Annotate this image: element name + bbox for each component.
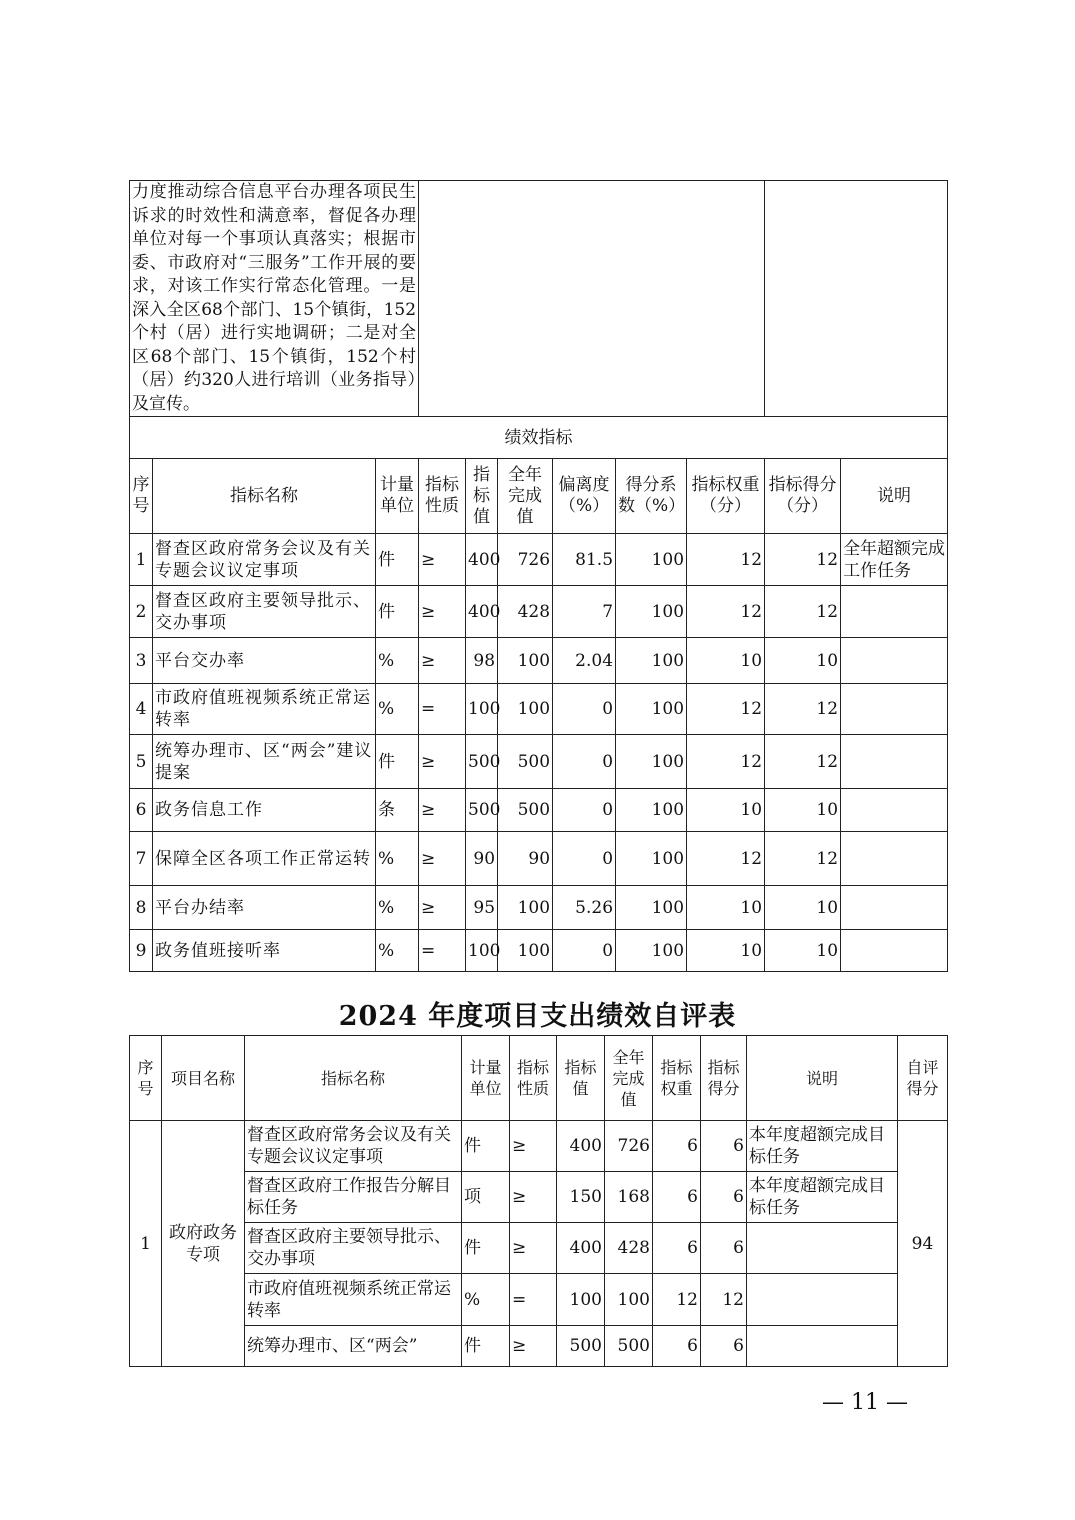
actual-value: 500 [498,789,553,832]
table-row [130,1121,948,1172]
score: 10 [765,638,841,684]
actual-value: 100 [498,684,553,735]
project-name: 政府政务专项 [162,1121,245,1367]
target-value: 100 [466,930,498,972]
nature: ≥ [510,1223,557,1274]
nature: ≥ [419,534,466,586]
continued-middle-cell [419,181,765,417]
self-score: 94 [898,1121,948,1367]
table-header-row [130,1036,948,1121]
table-row [130,1172,948,1223]
weight: 12 [687,735,765,789]
table-row [130,789,948,832]
target-value: 500 [466,789,498,832]
deviation: 0 [553,832,616,886]
unit: 件 [376,586,419,638]
score: 12 [765,832,841,886]
target-value: 100 [557,1274,605,1326]
indicator-name: 政务值班接听率 [153,930,376,972]
deviation: 2.04 [553,638,616,684]
row-no: 5 [130,735,153,789]
weight: 12 [687,586,765,638]
weight: 12 [653,1274,701,1326]
page-number: — 11 — [822,1390,908,1415]
table-row [130,1223,948,1274]
indicator-name: 平台办结率 [153,886,376,930]
note: 本年度超额完成目标任务 [747,1121,898,1172]
weight: 12 [687,534,765,586]
header-self-score: 自评得分 [898,1036,948,1121]
unit: % [376,930,419,972]
table-row [130,886,948,930]
header-note: 说明 [747,1036,898,1121]
note [747,1223,898,1274]
header-project-name: 项目名称 [162,1036,245,1121]
unit: 件 [462,1326,510,1367]
weight: 6 [653,1172,701,1223]
note [841,638,948,684]
indicator-name: 保障全区各项工作正常运转 [153,832,376,886]
target-value: 90 [466,832,498,886]
note [841,832,948,886]
nature: = [419,684,466,735]
actual-value: 100 [498,638,553,684]
table-row [130,735,948,789]
nature: ≥ [419,638,466,684]
row-no: 6 [130,789,153,832]
header-nature: 指标性质 [419,459,466,534]
weight: 10 [687,886,765,930]
header-actual: 全年完成值 [605,1036,653,1121]
project-no: 1 [130,1121,162,1367]
score-coefficient: 100 [616,930,687,972]
nature: ≥ [419,789,466,832]
continued-description: 力度推动综合信息平台办理各项民生诉求的时效性和满意率，督促各办理单位对每一个事项认真落实；根据市委、市政府对“三服务”工作开展的要求，对该工作实行常态化管理。一是深入全区68个部门、15个镇街，152个村（居）进行实地调研；二是对全区68个部门、15个镇街，152个村（居）约320人进行培训（业务指导）及宣传。 [130,181,419,417]
indicator-name: 统筹办理市、区“两会”建议提案 [153,735,376,789]
target-value: 500 [466,735,498,789]
table-row [130,1274,948,1326]
target-value: 400 [466,586,498,638]
unit: 件 [376,534,419,586]
score: 12 [765,534,841,586]
note [841,886,948,930]
unit: % [462,1274,510,1326]
weight: 6 [653,1121,701,1172]
note [841,789,948,832]
header-no: 序号 [130,1036,162,1121]
score-coefficient: 100 [616,534,687,586]
row-no: 9 [130,930,153,972]
weight: 12 [687,832,765,886]
row-no: 4 [130,684,153,735]
unit: 件 [376,735,419,789]
score: 10 [765,930,841,972]
score-coefficient: 100 [616,832,687,886]
actual-value: 500 [498,735,553,789]
target-value: 100 [466,684,498,735]
score: 12 [701,1274,747,1326]
continued-content-row [130,181,948,417]
nature: ≥ [419,586,466,638]
indicator-name: 督查区政府常务会议及有关专题会议议定事项 [153,534,376,586]
deviation: 0 [553,930,616,972]
weight: 10 [687,930,765,972]
header-weight: 指标权重 [653,1036,701,1121]
score: 10 [765,886,841,930]
nature: ≥ [419,886,466,930]
note [747,1274,898,1326]
performance-indicator-table [129,180,948,972]
nature: ≥ [510,1172,557,1223]
score: 12 [765,586,841,638]
actual-value: 500 [605,1326,653,1367]
nature: ≥ [419,735,466,789]
score: 6 [701,1121,747,1172]
header-name: 指标名称 [153,459,376,534]
score-coefficient: 100 [616,684,687,735]
note [841,930,948,972]
score-coefficient: 100 [616,638,687,684]
unit: 件 [462,1121,510,1172]
table-row [130,534,948,586]
row-no: 8 [130,886,153,930]
unit: % [376,832,419,886]
header-nature: 指标性质 [510,1036,557,1121]
score: 6 [701,1326,747,1367]
target-value: 95 [466,886,498,930]
note: 全年超额完成工作任务 [841,534,948,586]
nature: ≥ [510,1121,557,1172]
score: 6 [701,1223,747,1274]
weight: 12 [687,684,765,735]
deviation: 5.26 [553,886,616,930]
unit: % [376,886,419,930]
score: 6 [701,1172,747,1223]
continued-right-cell [765,181,948,417]
nature: = [419,930,466,972]
note [747,1326,898,1367]
target-value: 400 [557,1223,605,1274]
project-table-title: 2024 年度项目支出绩效自评表 [338,1001,737,1032]
score-coefficient: 100 [616,586,687,638]
table-row [130,586,948,638]
indicator-name: 督查区政府常务会议及有关专题会议议定事项 [245,1121,462,1172]
deviation: 0 [553,735,616,789]
indicator-name: 市政府值班视频系统正常运转率 [245,1274,462,1326]
header-score: 指标得分（分） [765,459,841,534]
score-coefficient: 100 [616,886,687,930]
score: 10 [765,789,841,832]
nature: ≥ [510,1326,557,1367]
score: 12 [765,684,841,735]
header-coef: 得分系数（%） [616,459,687,534]
actual-value: 726 [605,1121,653,1172]
table-row [130,1326,948,1367]
indicator-name: 督查区政府主要领导批示、交办事项 [245,1223,462,1274]
target-value: 400 [466,534,498,586]
actual-value: 100 [498,930,553,972]
row-no: 3 [130,638,153,684]
indicator-name: 督查区政府工作报告分解目标任务 [245,1172,462,1223]
header-target: 指标值 [466,459,498,534]
target-value: 400 [557,1121,605,1172]
actual-value: 100 [605,1274,653,1326]
weight: 6 [653,1326,701,1367]
note [841,735,948,789]
row-no: 7 [130,832,153,886]
actual-value: 428 [605,1223,653,1274]
unit: 条 [376,789,419,832]
actual-value: 428 [498,586,553,638]
note [841,586,948,638]
unit: 项 [462,1172,510,1223]
score: 12 [765,735,841,789]
indicator-name: 市政府值班视频系统正常运转率 [153,684,376,735]
actual-value: 726 [498,534,553,586]
actual-value: 90 [498,832,553,886]
header-no: 序号 [130,459,153,534]
header-note: 说明 [841,459,948,534]
note: 本年度超额完成目标任务 [747,1172,898,1223]
table-row [130,832,948,886]
note [841,684,948,735]
table-row [130,684,948,735]
nature: ≥ [419,832,466,886]
target-value: 500 [557,1326,605,1367]
header-actual: 全年完成值 [498,459,553,534]
indicator-name: 督查区政府主要领导批示、交办事项 [153,586,376,638]
score-coefficient: 100 [616,735,687,789]
header-indicator-name: 指标名称 [245,1036,462,1121]
score-coefficient: 100 [616,789,687,832]
deviation: 0 [553,789,616,832]
weight: 10 [687,638,765,684]
table-row [130,638,948,684]
project-evaluation-table [129,1035,948,1367]
header-weight: 指标权重（分） [687,459,765,534]
unit: % [376,684,419,735]
header-unit: 计量单位 [376,459,419,534]
deviation: 7 [553,586,616,638]
table-header-row [130,459,948,534]
header-target: 指标值 [557,1036,605,1121]
section-title-performance: 绩效指标 [130,417,948,459]
deviation: 0 [553,684,616,735]
row-no: 1 [130,534,153,586]
unit: 件 [462,1223,510,1274]
nature: = [510,1274,557,1326]
indicator-name: 统筹办理市、区“两会” [245,1326,462,1367]
indicator-name: 政务信息工作 [153,789,376,832]
target-value: 98 [466,638,498,684]
unit: % [376,638,419,684]
deviation: 81.5 [553,534,616,586]
row-no: 2 [130,586,153,638]
actual-value: 168 [605,1172,653,1223]
indicator-name: 平台交办率 [153,638,376,684]
table-row [130,930,948,972]
target-value: 150 [557,1172,605,1223]
actual-value: 100 [498,886,553,930]
header-unit: 计量单位 [462,1036,510,1121]
weight: 10 [687,789,765,832]
weight: 6 [653,1223,701,1274]
header-deviation: 偏离度（%） [553,459,616,534]
header-score: 指标得分 [701,1036,747,1121]
